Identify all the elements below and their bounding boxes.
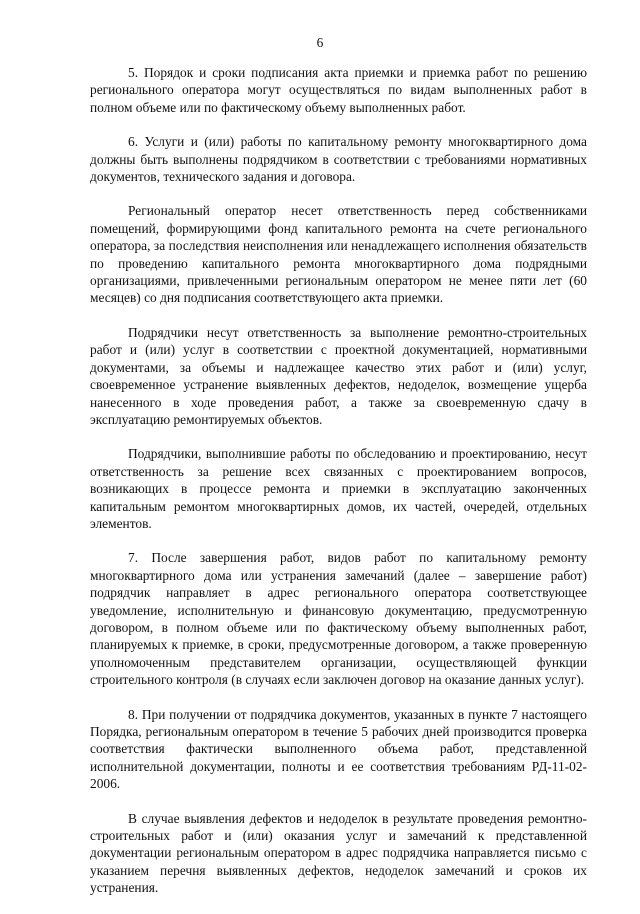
paragraph-design-contractor-responsibility: Подрядчики, выполнившие работы по обследованию и проектированию, несут ответственность за решение всех связанных с проектированием вопросов, возникающих в процессе ремонта и приемки в эксплуатацию законченных капитальным ремонтом многоквартирных домов, их частей, очередей, отдельных элементов. — [90, 446, 587, 531]
page-number: 6 — [316, 35, 324, 50]
paragraph-clause-6: 6. Услуги и (или) работы по капитальному ремонту многоквартирного дома должны быть выполнены подрядчиком в соответствии с требованиями нормативных документов, технического задания и договора. — [90, 134, 587, 185]
document-body — [90, 64, 587, 914]
paragraph-defects: В случае выявления дефектов и недоделок в результате проведения ремонтно-строительных работ и (или) оказания услуг и замечаний к представленной документации региональным оператором в адрес подрядчика направляется письмо с указанием перечня выявленных дефектов, недоделок замечаний и сроков их устранения. — [90, 810, 587, 896]
paragraph-operator-responsibility: Региональный оператор несет ответственность перед собственниками помещений, формирующими фонд капитального ремонта на счете регионального оператора, за последствия неисполнения или ненадлежащего исполнения обязательств по проведению капитального ремонта многоквартирного дома подрядными организациями, привлеченными региональным оператором не менее пяти лет (60 месяцев) со дня подписания соответствующего акта приемки. — [90, 203, 587, 306]
paragraph-clause-8: 8. При получении от подрядчика документов, указанных в пункте 7 настоящего Порядка, региональным оператором в течение 5 рабочих дней производится проверка соответствия фактически выполненного объема работ, представленной исполнительной документации, полноты и ее соответствия требованиям РД-11-02-2006. — [90, 706, 587, 792]
paragraph-clause-5: 5. Порядок и сроки подписания акта приемки и приемка работ по решению регионального оператора могут осуществляться по видам выполненных работ в полном объеме или по фактическому объему выполненных работ. — [90, 65, 587, 115]
paragraph-clause-7: 7. После завершения работ, видов работ по капитальному ремонту многоквартирного дома или устранения замечаний (далее – завершение работ) подрядчик направляет в адрес регионального оператора соответствующее уведомление, исполнительную и финансовую документацию, предусмотренную договором, в полном объеме или по фактическому объему выполненных работ, планируемых к приемке, в сроки, предусмотренные договором, а также проверенную уполномоченным представителем организации, осуществляющей функции строительного контроля (в случаях если заключен договор на оказание данных услуг). — [90, 550, 587, 688]
paragraph-contractor-responsibility: Подрядчики несут ответственность за выполнение ремонтно-строительных работ и (или) услуг в соответствии с проектной документацией, нормативными документами, за объемы и надлежащее качество этих работ и (или) услуг, своевременное устранение выявленных дефектов, недоделок, возмещение ущерба нанесенного в ходе проведения работ, а также за своевременную сдачу в эксплуатацию ремонтируемых объектов. — [90, 324, 587, 427]
